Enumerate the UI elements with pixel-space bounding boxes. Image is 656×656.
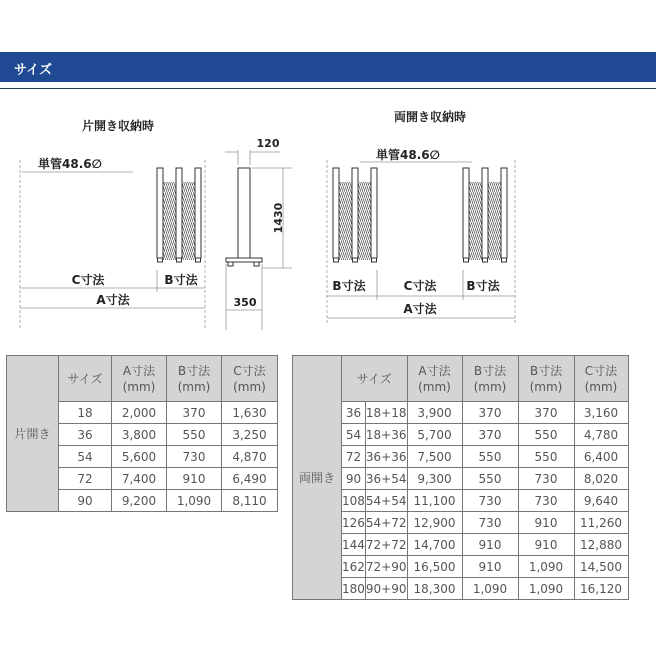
table-cell: 12,900: [407, 512, 462, 534]
table-cell: 8,110: [222, 490, 278, 512]
table-cell: 12,880: [574, 534, 628, 556]
table-cell: 7,500: [407, 446, 462, 468]
double-size-table: [292, 355, 629, 600]
table-cell: 9,640: [574, 490, 628, 512]
table-row: [293, 578, 629, 600]
column-header: [407, 356, 462, 402]
table-cell: 90: [342, 468, 366, 490]
table-cell: 90+90: [365, 578, 407, 600]
b-label-double-left: B寸法: [332, 279, 366, 293]
section-title: サイズ: [14, 63, 52, 78]
table-cell: 54: [342, 424, 366, 446]
column-header-label: B寸法 (mm): [529, 363, 563, 394]
table-cell: 9,200: [112, 490, 167, 512]
table-cell: 36: [59, 424, 112, 446]
column-header-label: C寸法 (mm): [584, 363, 618, 394]
table-cell: 72+90: [365, 556, 407, 578]
c-label-double: C寸法: [403, 279, 437, 293]
column-header-label: B寸法 (mm): [177, 363, 211, 394]
table-cell: 550: [518, 446, 574, 468]
table-cell: 36: [342, 402, 366, 424]
table-cell: 36+54: [365, 468, 407, 490]
group-label: 両開き: [293, 356, 342, 600]
table-cell: 108: [342, 490, 366, 512]
table-cell: 14,700: [407, 534, 462, 556]
column-header-label: サイズ: [67, 371, 103, 386]
header-row: [293, 356, 629, 402]
column-header: [222, 356, 278, 402]
table-row: [293, 490, 629, 512]
table-cell: 54: [59, 446, 112, 468]
table-cell: 550: [462, 446, 518, 468]
table-cell: 18: [59, 402, 112, 424]
table-cell: 90: [59, 490, 112, 512]
table-cell: 550: [167, 424, 222, 446]
table-cell: 1,090: [518, 578, 574, 600]
table-cell: 370: [462, 424, 518, 446]
table-cell: 11,100: [407, 490, 462, 512]
dim-height: 1430: [272, 202, 285, 234]
table-cell: 54+72: [365, 512, 407, 534]
table-cell: 1,630: [222, 402, 278, 424]
table-cell: 550: [462, 468, 518, 490]
table-row: [293, 468, 629, 490]
table-cell: 2,000: [112, 402, 167, 424]
column-header: [462, 356, 518, 402]
column-header-label: C寸法 (mm): [233, 363, 266, 394]
column-header: [342, 356, 408, 402]
table-cell: 730: [518, 490, 574, 512]
column-header-label: A寸法 (mm): [122, 363, 156, 394]
table-cell: 6,400: [574, 446, 628, 468]
table-cell: 7,400: [112, 468, 167, 490]
pipe-label-single: 単管48.6∅: [38, 157, 102, 171]
table-cell: 9,300: [407, 468, 462, 490]
table-cell: 162: [342, 556, 366, 578]
table-cell: 11,260: [574, 512, 628, 534]
table-cell: 370: [518, 402, 574, 424]
table-cell: 370: [462, 402, 518, 424]
side-view: [226, 168, 262, 266]
table-cell: 72: [342, 446, 366, 468]
single-title: 片開き収納時: [81, 119, 155, 133]
column-header: [59, 356, 112, 402]
table-cell: 910: [462, 534, 518, 556]
table-cell: 144: [342, 534, 366, 556]
table-cell: 550: [518, 424, 574, 446]
header-row: [7, 356, 278, 402]
column-header: [518, 356, 574, 402]
table-cell: 18,300: [407, 578, 462, 600]
table-cell: 730: [518, 468, 574, 490]
gate-single: [157, 168, 201, 262]
b-label-single: B寸法: [164, 273, 198, 287]
table-cell: 4,870: [222, 446, 278, 468]
table-row: [293, 534, 629, 556]
column-header: [574, 356, 628, 402]
table-cell: 72: [59, 468, 112, 490]
table-cell: 126: [342, 512, 366, 534]
a-label-single: A寸法: [96, 293, 130, 307]
table-cell: 1,090: [167, 490, 222, 512]
table-cell: 180: [342, 578, 366, 600]
column-header: [112, 356, 167, 402]
table-cell: 14,500: [574, 556, 628, 578]
column-header-label: サイズ: [356, 371, 392, 386]
table-row: [293, 402, 629, 424]
table-cell: 3,160: [574, 402, 628, 424]
table-cell: 910: [518, 512, 574, 534]
table-cell: 18+36: [365, 424, 407, 446]
table-row: [293, 556, 629, 578]
column-header-label: A寸法 (mm): [418, 363, 451, 394]
b-label-double-right: B寸法: [466, 279, 500, 293]
table-cell: 36+36: [365, 446, 407, 468]
dim-base: 350: [233, 296, 257, 309]
dim-width: 120: [256, 137, 280, 150]
table-cell: 910: [518, 534, 574, 556]
gate-double-right: [463, 168, 507, 262]
pipe-label-double: 単管48.6∅: [376, 148, 440, 162]
table-cell: 370: [167, 402, 222, 424]
table-cell: 16,120: [574, 578, 628, 600]
table-cell: 4,780: [574, 424, 628, 446]
table-row: [293, 424, 629, 446]
table-cell: 5,700: [407, 424, 462, 446]
table-cell: 54+54: [365, 490, 407, 512]
table-row: [293, 446, 629, 468]
table-cell: 5,600: [112, 446, 167, 468]
table-cell: 18+18: [365, 402, 407, 424]
table-cell: 1,090: [518, 556, 574, 578]
table-cell: 730: [462, 490, 518, 512]
table-cell: 3,900: [407, 402, 462, 424]
a-label-double: A寸法: [403, 302, 437, 316]
table-cell: 3,800: [112, 424, 167, 446]
table-cell: 16,500: [407, 556, 462, 578]
table-cell: 910: [167, 468, 222, 490]
column-header: [167, 356, 222, 402]
table-cell: 6,490: [222, 468, 278, 490]
table-cell: 1,090: [462, 578, 518, 600]
double-title: 両開き収納時: [393, 110, 467, 124]
single-size-table: [6, 355, 278, 512]
gate-double-left: [333, 168, 377, 262]
table-cell: 730: [462, 512, 518, 534]
group-label: 片開き: [7, 356, 59, 512]
table-cell: 730: [167, 446, 222, 468]
table-cell: 72+72: [365, 534, 407, 556]
table-cell: 3,250: [222, 424, 278, 446]
c-label-single: C寸法: [71, 273, 105, 287]
table-cell: 910: [462, 556, 518, 578]
table-cell: 8,020: [574, 468, 628, 490]
table-row: [293, 512, 629, 534]
column-header-label: B寸法 (mm): [473, 363, 507, 394]
